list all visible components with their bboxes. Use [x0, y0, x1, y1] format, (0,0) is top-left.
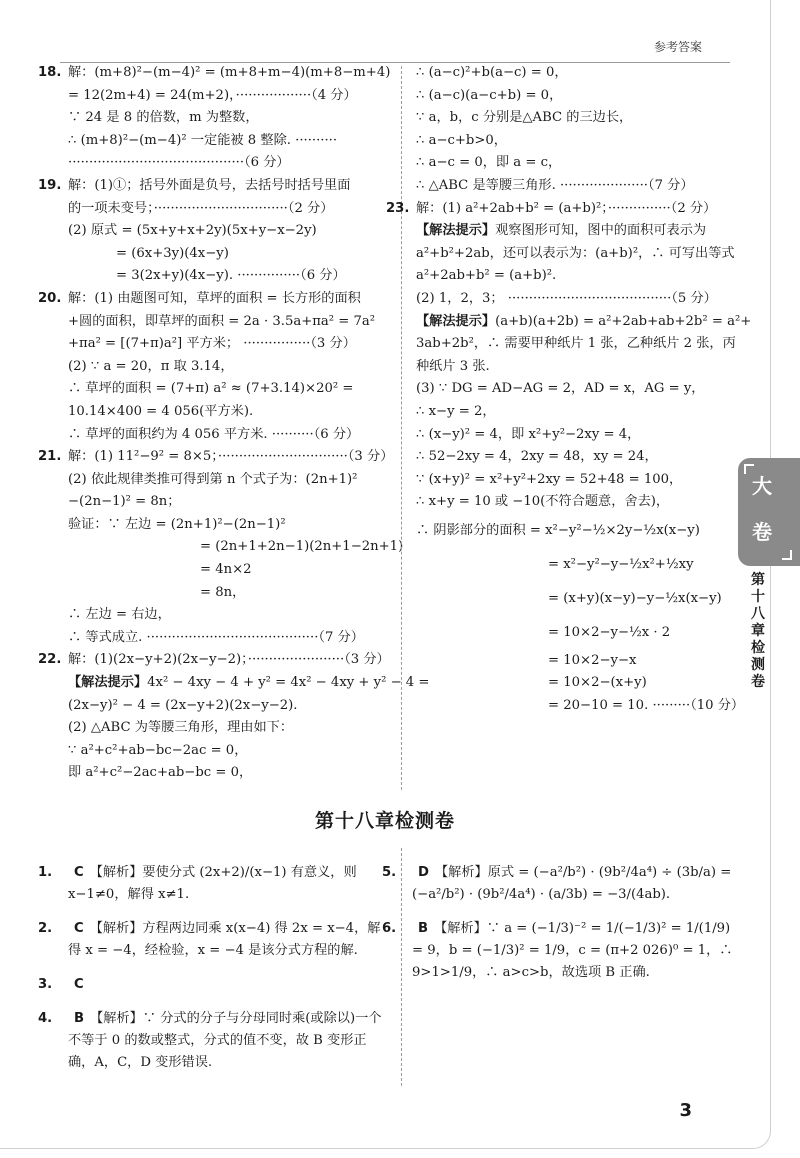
tab-corner-bottom	[782, 550, 792, 560]
answer-line	[416, 265, 738, 288]
line-text: = 10×2−y−½x · 2	[548, 624, 671, 640]
answer-line	[416, 469, 738, 492]
line-text: 观察图形可知，图中的面积可表示为	[495, 223, 707, 239]
page-number: 3	[679, 1100, 692, 1121]
line-text: ∴ (a−c)(a−c+b) = 0，	[416, 87, 563, 103]
question-number: 21.	[38, 449, 62, 465]
question-answer: C	[74, 977, 84, 992]
answer-line	[68, 717, 392, 740]
line-text: = 10×2−(x+y)	[548, 675, 647, 691]
answer-line	[38, 649, 392, 672]
line-text: 解：(1) 由题图可知，草坪的面积 = 长方形的面积	[68, 290, 361, 306]
answer-line	[416, 107, 738, 130]
line-text: ∴ x−y = 2，	[416, 403, 496, 419]
line-text: ∴ 草坪的面积约为 4 056 平方米. ··········（6 分）	[68, 426, 360, 442]
line-text: = 3(2x+y)(4x−y). ···············（6 分）	[116, 268, 346, 284]
chapter-side-label	[746, 572, 770, 691]
answer-line	[416, 130, 738, 153]
answer-line	[416, 446, 738, 469]
answer-line	[416, 424, 738, 447]
line-text: 种纸片 3 张.	[416, 358, 490, 374]
line-text: = 8n，	[200, 584, 246, 600]
answer-line	[416, 288, 738, 311]
side-label-char: 章	[751, 623, 765, 639]
side-label-char: 测	[751, 657, 765, 673]
line-text: +圆的面积，即草坪的面积 = 2a · 3.5a+πa² = 7a²	[68, 313, 376, 329]
question-answer: C	[74, 865, 84, 880]
answer-line	[68, 582, 392, 605]
line-text: = (x+y)(x−y)−y−½x(x−y)	[548, 590, 722, 606]
question-answer: B	[74, 1011, 85, 1026]
section-title: 第十八章检测卷	[314, 810, 455, 832]
answer-line	[68, 107, 392, 130]
question-item	[38, 918, 392, 962]
line-text: ∴ a−c = 0，即 a = c，	[416, 155, 562, 171]
question-item	[38, 1008, 392, 1074]
line-text: −(2n−1)² = 8n；	[68, 494, 181, 510]
answer-line	[416, 491, 738, 514]
line-text: = 12(2m+4) = 24(m+2)，··················（4 分）	[68, 87, 357, 103]
line-text: ··········································（6 分）	[68, 155, 290, 171]
answer-line	[416, 582, 738, 616]
answer-line	[416, 175, 738, 198]
line-text: ∴ (x−y)² = 4，即 x²+y²−2xy = 4，	[416, 426, 641, 442]
side-label-char: 卷	[751, 674, 765, 690]
side-label-char: 检	[751, 640, 765, 656]
question-explanation: 【解析】∵ a = (−1/3)⁻² = 1/(−1/3)² = 1/(1/9) = 9，b = (−1/3)² = 1/9，c = (π+2 026)⁰ = 1，∴ 9>1>1/9，∴ a>c>b，故选项 B 正确.	[412, 921, 733, 980]
header-label: 参考答案	[653, 40, 702, 54]
line-text: ∴ △ABC 是等腰三角形. ·····················（7 分）	[416, 177, 694, 193]
line-text: = 10×2−y−x	[548, 652, 637, 668]
question-number: 6.	[382, 921, 397, 936]
line-text: a²+b²+2ab，还可以表示为：(a+b)²，∴ 可写出等式	[416, 245, 735, 261]
line-text: = (6x+3y)(4x−y)	[116, 245, 229, 261]
answer-column-right	[386, 62, 752, 718]
question-number: 19.	[38, 177, 62, 193]
line-text: (2) △ABC 为等腰三角形，理由如下：	[68, 720, 294, 736]
line-text: 解：(1)(2x−y+2)(2x−y−2)；·······················（3 分）	[68, 652, 390, 668]
answer-line	[416, 356, 738, 379]
answer-line	[68, 695, 392, 718]
questions-right	[382, 862, 738, 996]
line-text: 10.14×400 = 4 056(平方米).	[68, 403, 254, 419]
tab-text-1: 大	[752, 474, 772, 498]
answer-line	[68, 356, 392, 379]
answer-column-left	[38, 62, 430, 785]
column-divider	[401, 66, 402, 790]
line-text: ∴ (a−c)²+b(a−c) = 0，	[416, 65, 568, 80]
line-text: ∴ 草坪的面积 = (7+π) a² ≈ (7+3.14)×20² =	[68, 381, 354, 397]
answer-line	[38, 175, 392, 198]
line-text: (2x−y)² − 4 = (2x−y+2)(2x−y−2).	[68, 697, 298, 713]
line-text: a²+2ab+b² = (a+b)².	[416, 268, 557, 284]
line-text: ∴ (m+8)²−(m−4)² 一定能被 8 整除. ··········	[68, 132, 338, 148]
hint-tag: 【解法提示】	[416, 223, 496, 239]
line-text: 解：(1) 11²−9² = 8×5；·······························（3 分）	[68, 449, 394, 465]
question-item	[38, 862, 392, 906]
line-text: ∴ x+y = 10 或 −10(不符合题意，舍去)，	[416, 494, 670, 510]
line-text: ∴ 52−2xy = 4，2xy = 48，xy = 24，	[416, 449, 658, 465]
volume-tab	[738, 458, 800, 566]
answer-line	[68, 762, 392, 785]
question-answer: B	[418, 921, 429, 936]
answer-line	[416, 333, 738, 356]
line-text: ∵ a，b，c 分别是△ABC 的三边长，	[416, 110, 633, 126]
answer-line	[68, 243, 392, 266]
question-number: 1.	[38, 865, 53, 880]
line-text: = x²−y²−y−½x²+½xy	[548, 556, 694, 572]
answer-line	[68, 559, 392, 582]
answer-line	[68, 130, 392, 153]
question-number: 23.	[386, 200, 410, 216]
answer-line	[68, 85, 392, 108]
line-text: (2) 原式 = (5x+y+x+2y)(5x+y−x−2y)	[68, 223, 317, 239]
questions-left	[38, 862, 392, 1086]
answer-line	[416, 243, 738, 266]
question-number: 2.	[38, 921, 53, 936]
line-text: = 20−10 = 10. ·········（10 分）	[548, 698, 745, 714]
answer-line	[38, 446, 394, 469]
line-text: (a+b)(a+2b) = a²+2ab+ab+2b² = a²+	[495, 313, 752, 329]
answer-line	[68, 424, 392, 447]
answer-line	[68, 311, 392, 334]
answer-line	[68, 491, 392, 514]
question-answer: D	[418, 865, 429, 880]
answer-line	[38, 62, 392, 85]
answer-line	[68, 333, 392, 356]
answer-line	[386, 198, 738, 221]
answer-line	[416, 650, 738, 673]
side-label-char: 第	[751, 572, 765, 588]
answer-line	[416, 85, 738, 108]
line-text: ∴ 等式成立. ·········································（7 分）	[68, 629, 364, 645]
tab-text-2: 卷	[752, 520, 772, 544]
line-text: = 4n×2	[200, 562, 252, 578]
line-text: ∴ 左边 = 右边，	[68, 607, 171, 623]
side-label-char: 十	[751, 589, 765, 605]
line-text: 3ab+2b²，∴ 需要甲种纸片 1 张，乙种纸片 2 张，丙	[416, 336, 736, 352]
question-number: 4.	[38, 1011, 53, 1026]
side-label-char: 八	[751, 606, 765, 622]
answer-line	[416, 152, 738, 175]
line-text: ∵ 24 是 8 的倍数，m 为整数，	[68, 110, 259, 126]
answer-line	[416, 514, 738, 548]
line-text: 解：(1)①；括号外面是负号，去括号时括号里面	[68, 177, 351, 193]
answer-line	[68, 740, 392, 763]
line-text: = (2n+1+2n−1)(2n+1−2n+1)	[200, 539, 404, 555]
answer-line	[68, 152, 392, 175]
answer-line	[38, 288, 392, 311]
line-text: 即 a²+c²−2ac+ab−bc = 0，	[68, 765, 253, 781]
answer-line	[68, 198, 392, 221]
line-text: 验证：∵ 左边 = (2n+1)²−(2n−1)²	[68, 516, 286, 532]
answer-line	[416, 616, 738, 650]
question-item	[382, 918, 738, 984]
question-number: 18.	[38, 65, 62, 80]
answer-line	[416, 401, 738, 424]
hint-tag: 【解法提示】	[416, 313, 496, 329]
answer-line	[68, 220, 392, 243]
question-number: 22.	[38, 652, 62, 668]
line-text: ∵ a²+c²+ab−bc−2ac = 0，	[68, 742, 248, 758]
line-text: 解：(1) a²+2ab+b² = (a+b)²；···············（2 分）	[416, 200, 717, 216]
line-text: ∴ a−c+b>0，	[416, 132, 507, 148]
answer-line	[416, 220, 738, 243]
answer-line	[416, 378, 738, 401]
answer-line	[68, 672, 430, 695]
line-text: (2) 1，2，3； ·······································（5 分）	[416, 290, 717, 306]
line-text: (2) 依此规律类推可得到第 n 个式子为：(2n+1)²	[68, 471, 358, 487]
question-explanation: 【解析】要使分式 (2x+2)/(x−1) 有意义，则 x−1≠0，解得 x≠1.	[68, 865, 357, 902]
question-item	[382, 862, 738, 906]
answer-line	[68, 378, 392, 401]
question-number: 20.	[38, 290, 62, 306]
line-text: (2) ∵ a = 20，π 取 3.14，	[68, 358, 234, 374]
answer-line	[416, 672, 738, 695]
line-text: +πa² = [(7+π)a²] 平方米； ················（3 分）	[68, 336, 356, 352]
question-item	[38, 974, 392, 996]
line-text: ∴ 阴影部分的面积 = x²−y²−½×2y−½x(x−y)	[416, 522, 700, 538]
question-number: 3.	[38, 977, 53, 992]
answer-line	[416, 62, 738, 85]
answer-line	[68, 627, 392, 650]
answer-line	[68, 514, 392, 537]
answer-line	[68, 401, 392, 424]
question-explanation: 【解析】方程两边同乘 x(x−4) 得 2x = x−4，解得 x = −4，经检验，x = −4 是该分式方程的解.	[68, 921, 381, 958]
answer-line	[416, 548, 738, 582]
question-answer: C	[74, 921, 84, 936]
line-text: ∵ (x+y)² = x²+y²+2xy = 52+48 = 100，	[416, 471, 683, 487]
answer-line	[68, 265, 392, 288]
answer-line	[416, 311, 752, 334]
answer-line	[68, 469, 392, 492]
line-text: (3) ∵ DG = AD−AG = 2，AD = x，AG = y，	[416, 381, 705, 397]
line-text: 4x² − 4xy − 4 + y² = 4x² − 4xy + y² − 4 =	[147, 675, 430, 691]
question-explanation: 【解析】原式 = (−a²/b²) · (9b²/4a⁴) ÷ (3b/a) = (−a²/b²) · (9b²/4a⁴) · (a/3b) = −3/(4ab).	[412, 865, 732, 902]
answer-line	[68, 536, 404, 559]
question-number: 5.	[382, 865, 397, 880]
line-text: 解：(m+8)²−(m−4)² = (m+8+m−4)(m+8−m+4)	[68, 65, 391, 80]
answer-line	[68, 604, 392, 627]
line-text: 的一项未变号；································（2 分）	[68, 200, 334, 216]
hint-tag: 【解法提示】	[68, 675, 148, 691]
answer-line	[416, 695, 745, 718]
question-explanation: 【解析】∵ 分式的分子与分母同时乘(或除以)一个不等于 0 的数或整式，分式的值不变，故 B 变形正确，A，C，D 变形错误.	[68, 1011, 382, 1070]
